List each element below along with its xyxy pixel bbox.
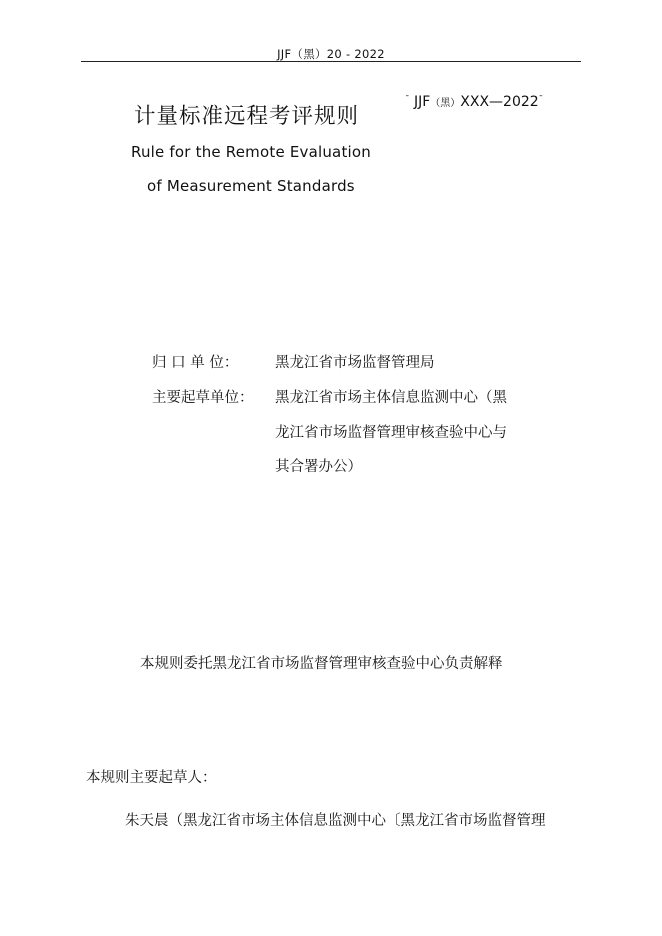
interpretation-statement: 本规则委托黑龙江省市场监督管理审核查验中心负责解释: [140, 656, 503, 672]
doc-number-value: XXX—2022: [460, 94, 539, 110]
doc-number-prefix: JJF: [413, 94, 431, 110]
document-title-english-line2: of Measurement Standards: [147, 177, 355, 195]
header-standard-code: JJF（黑）20 - 2022: [277, 47, 385, 61]
drafters-heading: 本规则主要起草人：: [86, 770, 217, 786]
drafter-entry-line1: 朱天晨（黑龙江省市场主体信息监测中心〔黑龙江省市场监督管理: [125, 813, 546, 829]
doc-number-province: （黑）: [430, 98, 461, 109]
authority-label: 归 口 单 位：: [152, 355, 239, 371]
drafting-unit-label: 主要起草单位：: [152, 390, 254, 406]
document-title-english-line1: Rule for the Remote Evaluation: [131, 143, 371, 161]
document-number: [405, 94, 543, 110]
drafting-unit-value-line1: 黑龙江省市场主体信息监测中心（黑: [275, 390, 507, 406]
drafting-unit-value-line3: 其合署办公）: [275, 459, 362, 475]
doc-number-lead-mark: ¯: [405, 95, 410, 105]
drafting-unit-value-line2: 龙江省市场监督管理审核查验中心与: [275, 425, 507, 441]
header-divider: [81, 61, 581, 62]
document-title-chinese: 计量标准远程考评规则: [134, 104, 360, 129]
doc-number-trail-mark: ¯: [538, 95, 544, 105]
authority-value: 黑龙江省市场监督管理局: [275, 355, 435, 371]
